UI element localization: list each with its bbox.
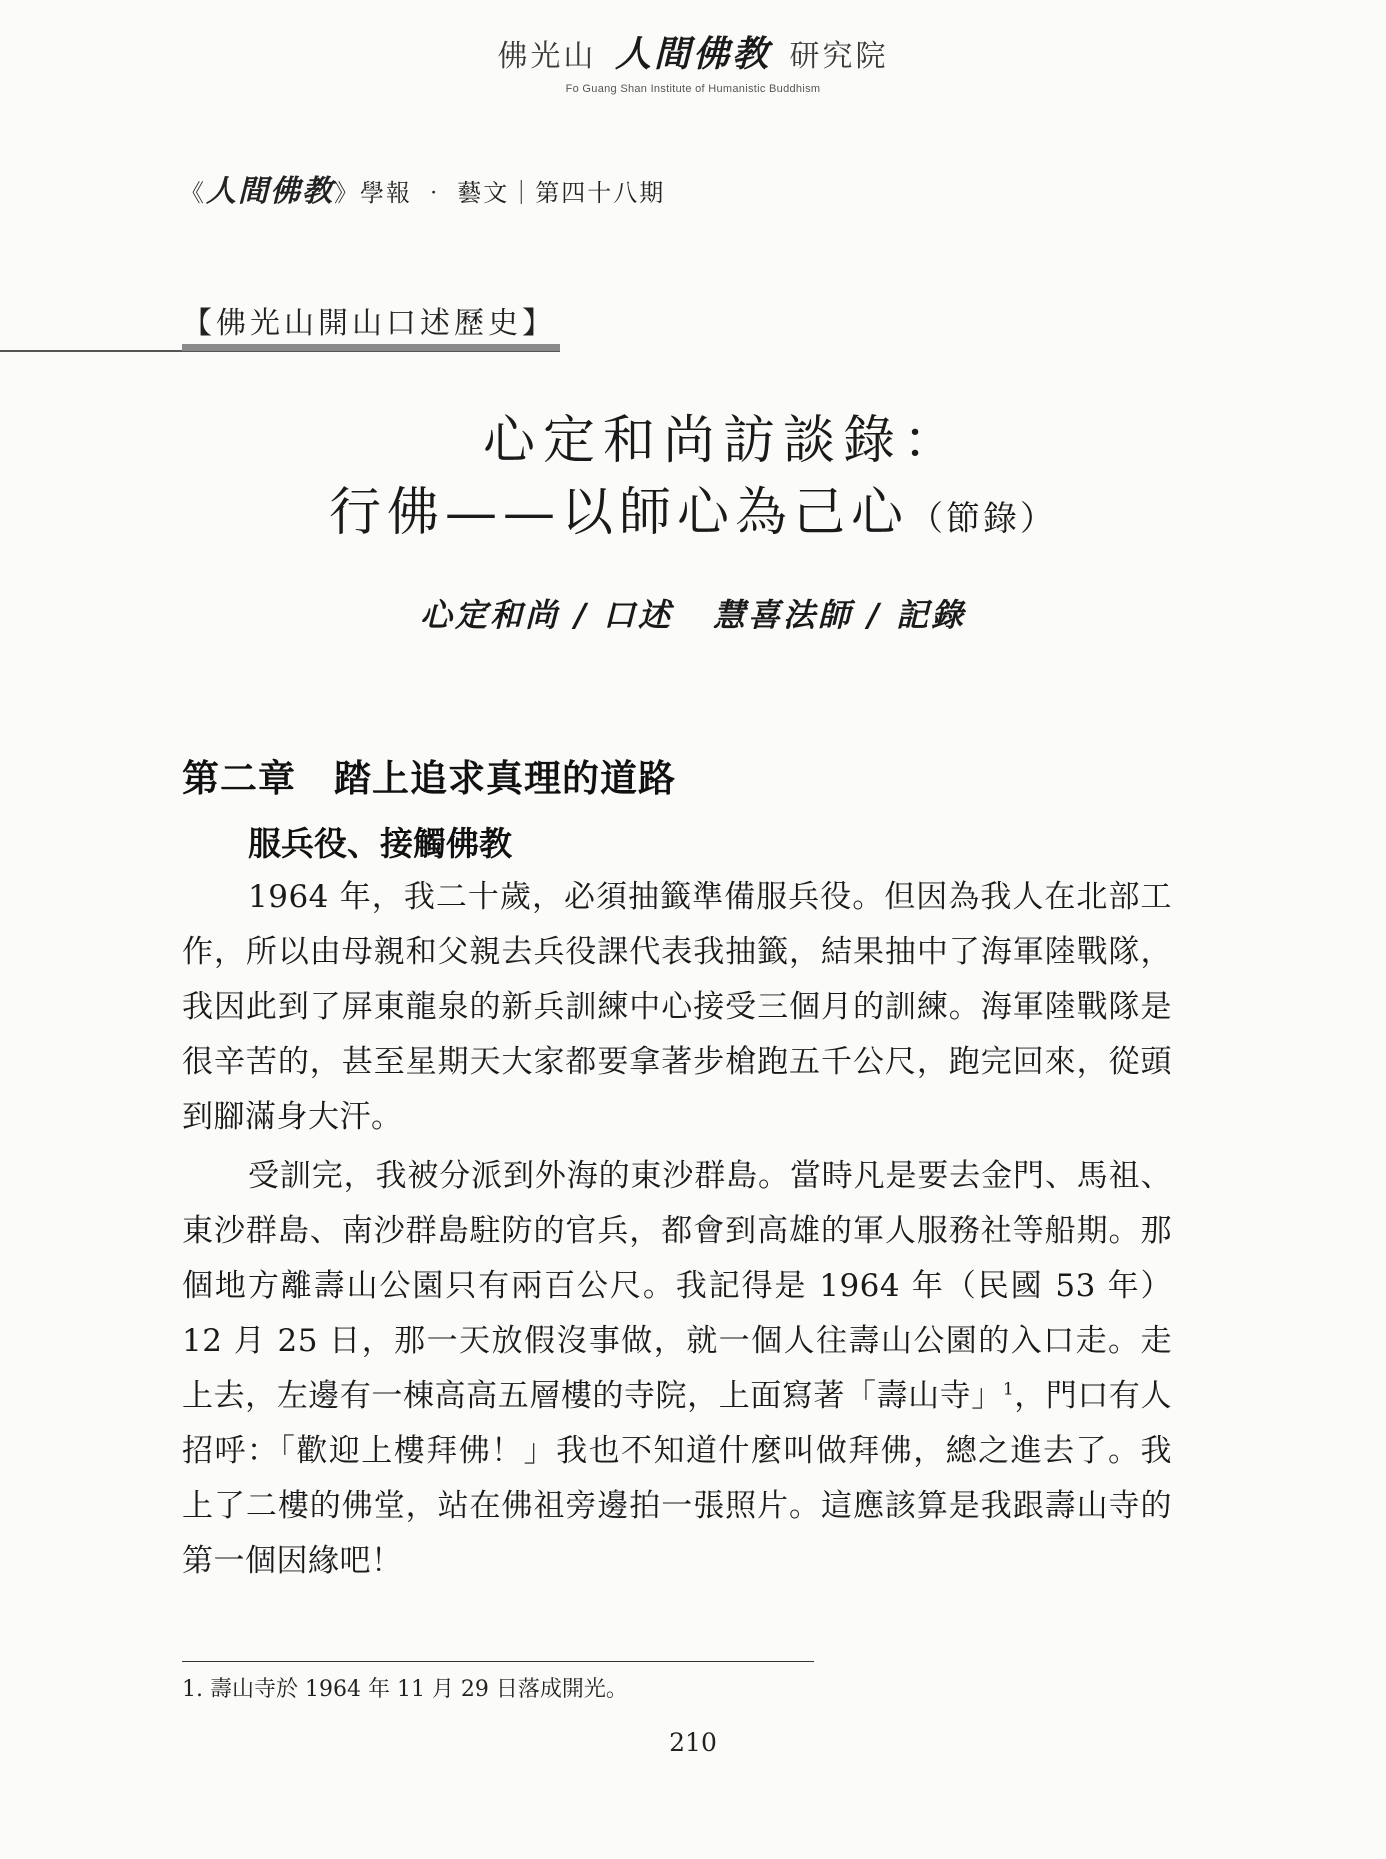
institute-header [0,26,1386,95]
section-heading: 服兵役、接觸佛教 [248,824,512,863]
series-tag: 【佛光山開山口述歷史】 [182,306,556,341]
journal-line [180,166,665,210]
chapter-number: 第二章 [182,756,296,800]
journal-name: 人間佛教 [206,174,334,209]
chapter-heading [182,748,676,802]
institute-brand-logo: 人間佛教 [614,33,771,75]
byline-narrator: 心定和尚 / 口述 [420,596,673,634]
article-title-line1: 心定和尚訪談錄： [482,411,963,471]
article-title-note: （節錄） [909,499,1057,539]
footnote: 1. 壽山寺於 1964 年 11 月 29 日落成開光。 [182,1677,628,1702]
institute-prefix: 佛光山 [497,39,597,74]
paragraph: 1964 年，我二十歲，必須抽籤準備服兵役。但因為我人在北部工作，所以由母親和父親去兵役課代表我抽籤，結果抽中了海軍陸戰隊，我因此到了屏東龍泉的新兵訓練中心接受三個月的訓練。海軍陸戰隊是很辛苦的，甚至星期天大家都要拿著步槍跑五千公尺，跑完回來，從頭到腳滿身大汗。 [182,879,1172,1135]
paragraph-text: 受訓完，我被分派到外海的東沙群島。當時凡是要去金門、馬祖、東沙群島、南沙群島駐防的官兵，都會到高雄的軍人服務社等船期。那個地方離壽山公園只有兩百公尺。我記得是 1964 年（民國 53 年）12 月 25 日，那一天放假沒事做，就一個人往壽山公園的入口走。走上去，左邊有一棟高高五層樓的寺院，上面寫著「壽山寺」 [182,1158,1172,1414]
series-underline [182,344,560,351]
footnote-ref[interactable]: 1 [1002,1379,1015,1400]
institute-suffix: 研究院 [789,39,889,74]
institute-english-name: Fo Guang Shan Institute of Humanistic Buddhism [565,83,821,95]
article-title-main: 行佛——以師心為己心 [328,483,909,543]
journal-open-bracket: 《 [180,179,206,207]
paragraph [182,1149,1172,1589]
byline [0,590,1386,636]
page-number: 210 [669,1728,717,1757]
chapter-title: 踏上追求真理的道路 [334,756,676,800]
journal-issue: 學報 ‧ 藝文｜第四十八期 [360,179,666,207]
body-text [182,870,1172,1589]
article-title-line2 [0,470,1386,545]
institute-title [0,26,1386,77]
byline-recorder: 慧喜法師 / 記錄 [713,596,966,634]
paragraph-text: ，門口有人招呼：「歡迎上樓拜佛！」我也不知道什麼叫做拜佛，總之進去了。我上了二樓的佛堂，站在佛祖旁邊拍一張照片。這應該算是我跟壽山寺的第一個因緣吧！ [182,1378,1173,1579]
footnote-divider [182,1661,814,1662]
journal-close-bracket: 》 [334,179,360,207]
